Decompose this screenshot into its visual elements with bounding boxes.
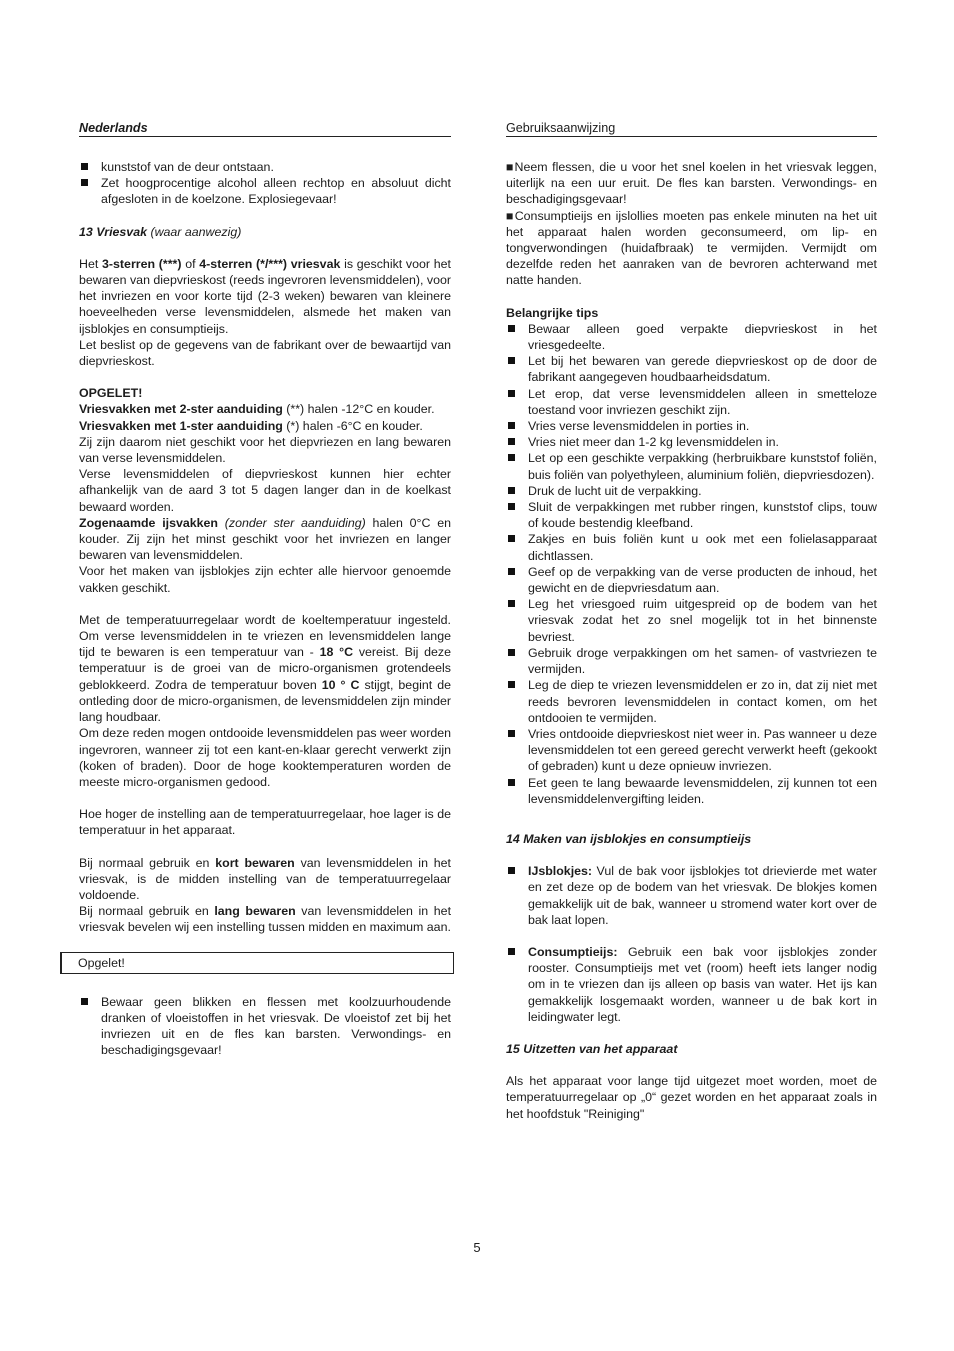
paragraph: Verse levensmiddelen of diepvrieskost kunnen hier echter afhankelijk van de aard 3 tot 5 dagen langer dan in de koelkast bewaard worden.: [79, 467, 451, 514]
list-item: Let op een geschikte verpakking (herbruikbare kunststof foliën, buis foliën van polyethyleen, aluminium foliën, diepvriesdozen).: [506, 450, 877, 482]
list-item: Leg de diep te vriezen levensmiddelen er zo in, dat zij niet met reeds bevroren levensmiddelen in contact komen, om het ontdooien te vermijden.: [506, 677, 877, 726]
bullet-icon: [508, 535, 515, 542]
bullet-icon: [508, 503, 515, 510]
paragraph: Om deze reden mogen ontdooide levensmiddelen pas weer worden ingevroren, wanneer zij tot een kant-en-klaar gerecht verwerkt zijn (koken of braden). Door de hoge kooktemperaturen worden de meeste micro-organismen gedood.: [79, 726, 451, 789]
bullet-icon: [508, 325, 515, 332]
list-item: Leg het vriesgoed ruim uitgespreid op de bodem van het vriesvak zodat het zo snel mogelijk tot in het binnenste bevriest.: [506, 596, 877, 645]
list-item: Geef op de verpakking van de verse producten de inhoud, het gewicht en de diepvriesdatum aan.: [506, 564, 877, 596]
list-item: Vries verse levensmiddelen in porties in.: [506, 418, 877, 434]
list-item: Gebruik droge verpakkingen om het samen- of vastvriezen te vermijden.: [506, 645, 877, 677]
bullet-icon: [508, 454, 515, 461]
paragraph: Als het apparaat voor lange tijd uitgezet moet worden, moet de temperatuurregelaar op „0“ gezet worden en het apparaat zoals in het hoofdstuk "Reiniging": [506, 1074, 877, 1121]
bullet-icon: [508, 948, 515, 955]
bullet-icon: [508, 730, 515, 737]
list-item: Druk de lucht uit de verpakking.: [506, 483, 877, 499]
list-item: Zet hoogprocentige alcohol alleen rechtop en absoluut dicht afgesloten in de koelzone. Explosiegevaar!: [79, 175, 451, 207]
bullet-icon: [508, 867, 515, 874]
right-column: [506, 120, 877, 1122]
list-item: IJsblokjes: Vul de bak voor ijsblokjes tot drievierde met water en zet deze op de bodem van het vriesvak. De blokjes komen gemakkelijk uit de bak, wanneer u stromend water kort over de bak laat lopen.: [506, 863, 877, 928]
paragraph: Zij zijn daarom niet geschikt voor het diepvriezen en lang bewaren van verse levensmiddelen.: [79, 434, 451, 466]
paragraph: Hoe hoger de instelling aan de temperatuurregelaar, hoe lager is de temperatuur in het apparaat.: [79, 807, 451, 838]
section-header-manual: Gebruiksaanwijzing: [506, 120, 877, 137]
paragraph: Bij normaal gebruik en kort bewaren van levensmiddelen in het vriesvak, is de midden instelling van de temperatuurregelaar voldoende.: [79, 855, 452, 902]
list-item: Vries ontdooide diepvrieskost niet weer in. Pas wanneer u deze levensmiddelen tot een gereed gerecht verwerkt heeft (gekookt of gebraden) kunt u deze opnieuw invriezen.: [506, 726, 877, 775]
bullet-icon: [508, 600, 515, 607]
warning-title: OPGELET!: [79, 386, 143, 401]
bullet-icon: [508, 681, 515, 688]
list-item: Sluit de verpakkingen met rubber ringen, kunststof clips, touw of koude bestendig kleefband.: [506, 499, 877, 531]
warning-box-title: Opgelet!: [60, 952, 454, 974]
list-item: Let bij het bewaren van gerede diepvrieskost op de door de fabrikant aangegeven houdbaarheidsdatum.: [506, 353, 877, 385]
list-item: Bewaar geen blikken en flessen met koolzuurhoudende dranken of vloeistoffen in het vriesvak. De vloeistof zet bij het invriezen uit en de fles kan barsten. Verwondings- en beschadigingsgevaar!: [79, 994, 451, 1059]
paragraph: Vriesvakken met 2-ster aanduiding (**) halen -12°C en kouder.: [79, 402, 435, 417]
bullet-icon: [81, 998, 88, 1005]
paragraph: Vriesvakken met 1-ster aanduiding (*) halen -6°C en kouder.: [79, 418, 423, 433]
paragraph: Let beslist op de gegevens van de fabrikant over de bewaartijd van diepvrieskost.: [79, 337, 451, 369]
bullet-icon: [508, 779, 515, 786]
paragraph: ■Neem flessen, die u voor het snel koelen in het vriesvak leggen, uiterlijk na een uur eruit. De fles kan barsten. Verwondings- en beschadigingsgevaar!: [506, 160, 877, 207]
bullet-icon: [508, 438, 515, 445]
bullet-icon: [508, 390, 515, 397]
section-header-language: Nederlands: [79, 120, 451, 137]
bullet-icon: [508, 422, 515, 429]
paragraph: Met de temperatuurregelaar wordt de koeltemperatuur ingesteld. Om verse levensmiddelen in te vriezen en levensmiddelen lange tijd te bewaren is een temperatuur van - 18 °C vereist. Bij deze temperatuur is de groei van de micro-organismen grotendeels geblokkeerd. Zodra de temperatuur boven 10 ° C stijgt, begint de ontleding door de micro-organismen, de levensmiddelen zijn minder lang houdbaar.: [79, 612, 451, 725]
paragraph: Het 3-sterren (***) of 4-sterren (*/***) vriesvak is geschikt voor het bewaren van diepvrieskost (reeds ingevroren levensmiddelen), voor het invriezen en voor korte tijd (2-3 weken) bewaren van kleinere hoeveelheden verse levensmiddelen, alsmede het maken van ijsblokjes en consumptieijs.: [79, 256, 451, 336]
list-item: Bewaar alleen goed verpakte diepvrieskost in het vriesgedeelte.: [506, 321, 877, 353]
list-item: Consumptieijs: Gebruik een bak voor ijsblokjes zonder rooster. Consumptieijs met vet (room) heeft iets langer nodig om in te vriezen dan ijs alleen op basis van water. Het ijs kan gemakkelijk losgemaakt worden, wanneer u de bak kort in leidingwater legt.: [506, 944, 877, 1025]
paragraph: Voor het maken van ijsblokjes zijn echter alle hiervoor genoemde vakken geschikt.: [79, 564, 451, 595]
list-item: Zakjes en buis foliën kunt u ook met een folielasapparaat dichtlassen.: [506, 531, 877, 563]
list-item: Let erop, dat verse levensmiddelen alleen in smetteloze toestand voor invriezen geschikt zijn.: [506, 386, 877, 418]
tips-heading: Belangrijke tips: [506, 305, 599, 320]
bullet-list-bottom: [79, 994, 451, 1059]
list-item: Vries niet meer dan 1-2 kg levensmiddelen in.: [506, 434, 877, 450]
bullet-icon: [508, 649, 515, 656]
bullet-icon: [81, 179, 88, 186]
bullet-icon: [508, 568, 515, 575]
bullet-icon: [508, 357, 515, 364]
ice-list-1: [506, 863, 877, 928]
bullet-icon: [508, 487, 515, 494]
section-15-heading: 15 Uitzetten van het apparaat: [506, 1041, 678, 1056]
paragraph: ■Consumptieijs en ijslollies moeten pas enkele minuten na het uit het apparaat halen worden geconsumeerd, om lip- en tongverwondingen (huidafbraak) te vermijden. Vermijdt om dezelfde reden het aanraken van de bevroren achterwand met natte handen.: [506, 208, 877, 288]
list-item: Eet geen te lang bewaarde levensmiddelen, zij kunnen tot een levensmiddelenvergifting leiden.: [506, 775, 877, 807]
page-number: 5: [473, 1240, 481, 1255]
ice-list-2: [506, 944, 877, 1025]
paragraph: Zogenaamde ijsvakken (zonder ster aanduiding) halen 0°C en kouder. Zij zijn het minst geschikt voor het invriezen en langer bewaren van levensmiddelen.: [79, 515, 452, 563]
left-column: [79, 120, 451, 1059]
list-item: kunststof van de deur ontstaan.: [79, 159, 451, 175]
section-13-heading: 13 Vriesvak (waar aanwezig): [79, 224, 242, 239]
bullet-list-top: [79, 159, 451, 208]
section-14-heading: 14 Maken van ijsblokjes en consumptieijs: [506, 831, 752, 846]
bullet-icon: [81, 163, 88, 170]
paragraph: Bij normaal gebruik en lang bewaren van levensmiddelen in het vriesvak bevelen wij een instelling tussen midden en maximum aan.: [79, 904, 452, 935]
tips-list: [506, 321, 877, 807]
